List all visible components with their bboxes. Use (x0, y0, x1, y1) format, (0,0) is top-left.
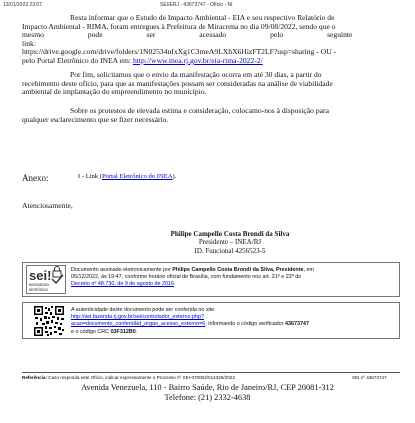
verify-link-2[interactable]: acao=documento_conferir&id_orgao_acesso_externo=6 (71, 321, 206, 328)
annex-value-pre: I - Link ( (78, 173, 102, 180)
qr-code (33, 305, 65, 337)
signatory-id: ID. Funcional 4256523-5 (194, 246, 266, 255)
closing: Atenciosamente, (22, 201, 73, 210)
signatory-block (100, 230, 360, 255)
verification-text (71, 307, 397, 336)
p2-line-1: Por fim, solicitamos que o envio da manifestação ocorra em até 30 dias, a partir do (70, 70, 322, 79)
footer-sei-number: SEI nº 43673747 (352, 375, 387, 380)
signature-text-name: Philipe Campello Costa Brondi da Silva, Presidente (172, 267, 304, 273)
annex-value-post: ). (172, 173, 177, 180)
paragraph-2 (22, 71, 394, 97)
verify-link-1[interactable]: http://sei.fazenda.rj.gov.br/sei/controlador_externo.php? (71, 314, 204, 321)
sei-seal-text: sei! (29, 268, 52, 283)
qr-code-icon (33, 305, 65, 337)
signature-text-4: . (173, 281, 176, 288)
verify-line-3-post: . (135, 328, 138, 335)
signature-text (71, 267, 397, 289)
sei-logo-icon (26, 265, 66, 294)
decree-link[interactable]: Decreto nº 48.730, de 9 de agosto de 2016 (71, 281, 174, 288)
sei-seal-sub1: assinatura (29, 282, 49, 287)
p1-line-1: Resta informar que o Estudo de Impacto Ambiental - EIA e seu respectivo Relatório de (70, 13, 335, 22)
verify-line-3-pre: e o código CRC (71, 328, 111, 335)
footer-reference (22, 375, 235, 380)
annex-label: Anexo: (22, 173, 49, 183)
signatory-name: Philipe Campello Costa Brondi da Silva (170, 230, 290, 238)
paragraph-3 (22, 107, 394, 124)
inea-eia-rima-link[interactable]: http://www.inea.rj.gov.br/eia-rima-2022-2/ (132, 55, 263, 65)
footer-phone: Telefone: (21) 2332-4638 (164, 393, 251, 402)
verify-line-2-post: , informando o código verificador (205, 321, 285, 328)
p2-line-2: recebimento deste ofício, para que as manifestações possam ser consideradas na análise de viabilidade (22, 78, 333, 88)
footer-ref-label: Referência: (22, 375, 48, 380)
p3-line-1: Sobre os protestos de elevada estima e consideração, colocamo-nos à disposição para (70, 106, 329, 115)
signature-text-3: 05/12/2022, às 19:47, conforme horário oficial de Brasília, com fundamento nos art. 21º e 22º do (71, 274, 302, 281)
p1-line-3-text: mesmo pode ser acessado pelo seguinte link: (22, 30, 353, 48)
p1-line-5-text: pelo Portal Eletrônico do INEA em: (22, 55, 133, 65)
p1-line-3 (22, 31, 394, 48)
header-doc-id: SEI/ERJ - 43673747 - Ofício - NI (160, 2, 233, 8)
electronic-signature-box (22, 262, 400, 297)
footer-address: Avenida Venezuela, 110 - Bairro Saúde, Rio de Janeiro/RJ, CEP 20081-312 (81, 383, 334, 392)
p2-line-3: ambiental de implantação do empreendimento no município. (22, 87, 207, 97)
footer-ref-text: Caso responda este Ofício, indicar expressamente o Processo nº SEI-070002/014328/2022 (47, 375, 235, 380)
verification-box (22, 302, 400, 339)
p3-line-2: qualquer esclarecimento que se fizer necessário. (22, 114, 169, 124)
p1-line-4: https://drive.google.com/drive/folders/1N02534nIxXg1C3meA9LXhX6HizFT2LF?usp=sharing - OU - (22, 47, 337, 57)
footer-divider (22, 372, 400, 373)
footer-address-block (0, 383, 415, 403)
annex-inea-portal-link[interactable]: Portal Eletrônico do INEA (102, 173, 173, 180)
signatory-role: Presidente – INEA/RJ (198, 238, 262, 247)
p1-line-5 (22, 57, 394, 66)
annex-value (78, 173, 176, 180)
p1-line-2: Impacto Ambiental - RIMA, foram entregues à Prefeitura de Miracema no dia 09/08/2022, sendo que o (22, 21, 336, 31)
signature-text-2: , em (303, 267, 314, 273)
paragraph-1 (22, 14, 394, 66)
verify-crc: 03F312B0 (110, 328, 136, 335)
verify-line-1: A autenticidade deste documento pode ser conferida no site (71, 307, 215, 313)
sei-seal-sub2: eletrônica (29, 287, 48, 292)
verify-code: 43673747 (284, 321, 309, 328)
header-date: 13/01/2023 23:07 (3, 2, 42, 8)
signature-text-1: Documento assinado eletronicamente por (71, 267, 173, 273)
sei-signature-seal (26, 265, 66, 294)
